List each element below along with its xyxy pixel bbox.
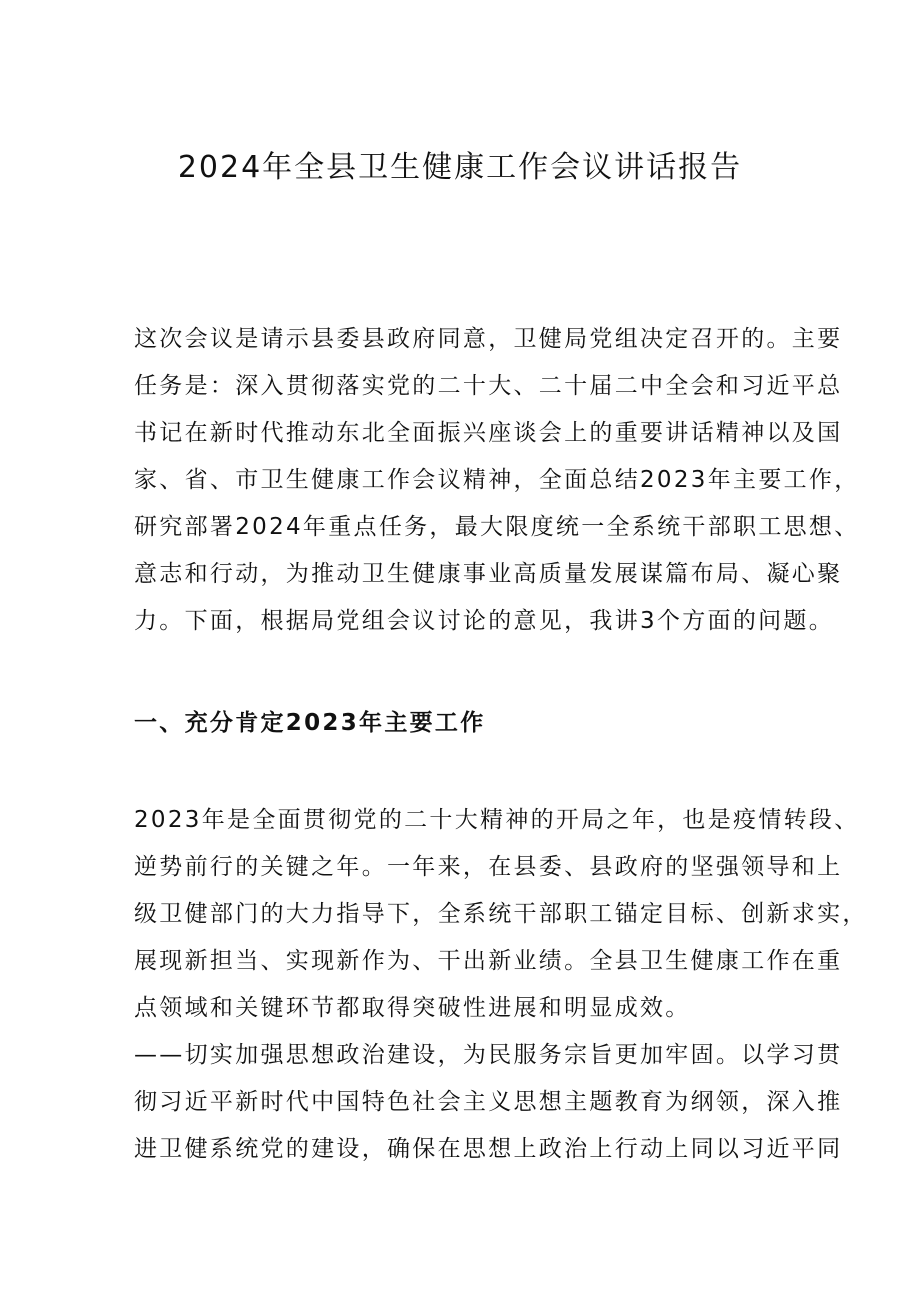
section1-line: 逆势前行的关键之年。一年来，在县委、县政府的坚强领导和上: [134, 854, 843, 880]
section1-line: 2023年是全面贯彻党的二十大精神的开局之年，也是疫情转段、: [134, 807, 860, 833]
document-title: 2024年全县卫生健康工作会议讲话报告: [177, 150, 743, 185]
section1-line: 点领域和关键环节都取得突破性进展和明显成效。: [134, 995, 691, 1021]
intro-line: 家、省、市卫生健康工作会议精神，全面总结2023年主要工作，: [134, 467, 860, 493]
intro-line: 书记在新时代推动东北全面振兴座谈会上的重要讲话精神以及国: [134, 420, 843, 446]
section1-line: ——切实加强思想政治建设，为民服务宗旨更加牢固。以学习贯: [134, 1042, 843, 1068]
section1-line: 展现新担当、实现新作为、干出新业绩。全县卫生健康工作在重: [134, 948, 843, 974]
intro-line: 力。下面，根据局党组会议讨论的意见，我讲3个方面的问题。: [134, 608, 835, 634]
section1-line: 级卫健部门的大力指导下，全系统干部职工锚定目标、创新求实，: [134, 901, 868, 927]
section-heading: 一、充分肯定2023年主要工作: [134, 710, 486, 736]
section1-line: 彻习近平新时代中国特色社会主义思想主题教育为纲领，深入推: [134, 1089, 843, 1115]
intro-line: 研究部署2024年重点任务，最大限度统一全系统干部职工思想、: [134, 514, 860, 540]
intro-line: 意志和行动，为推动卫生健康事业高质量发展谋篇布局、凝心聚: [134, 561, 843, 587]
section1-line: 进卫健系统党的建设，确保在思想上政治上行动上同以习近平同: [134, 1136, 843, 1162]
intro-line: 任务是：深入贯彻落实党的二十大、二十届二中全会和习近平总: [134, 373, 843, 399]
intro-line: 这次会议是请示县委县政府同意，卫健局党组决定召开的。主要: [134, 326, 843, 352]
